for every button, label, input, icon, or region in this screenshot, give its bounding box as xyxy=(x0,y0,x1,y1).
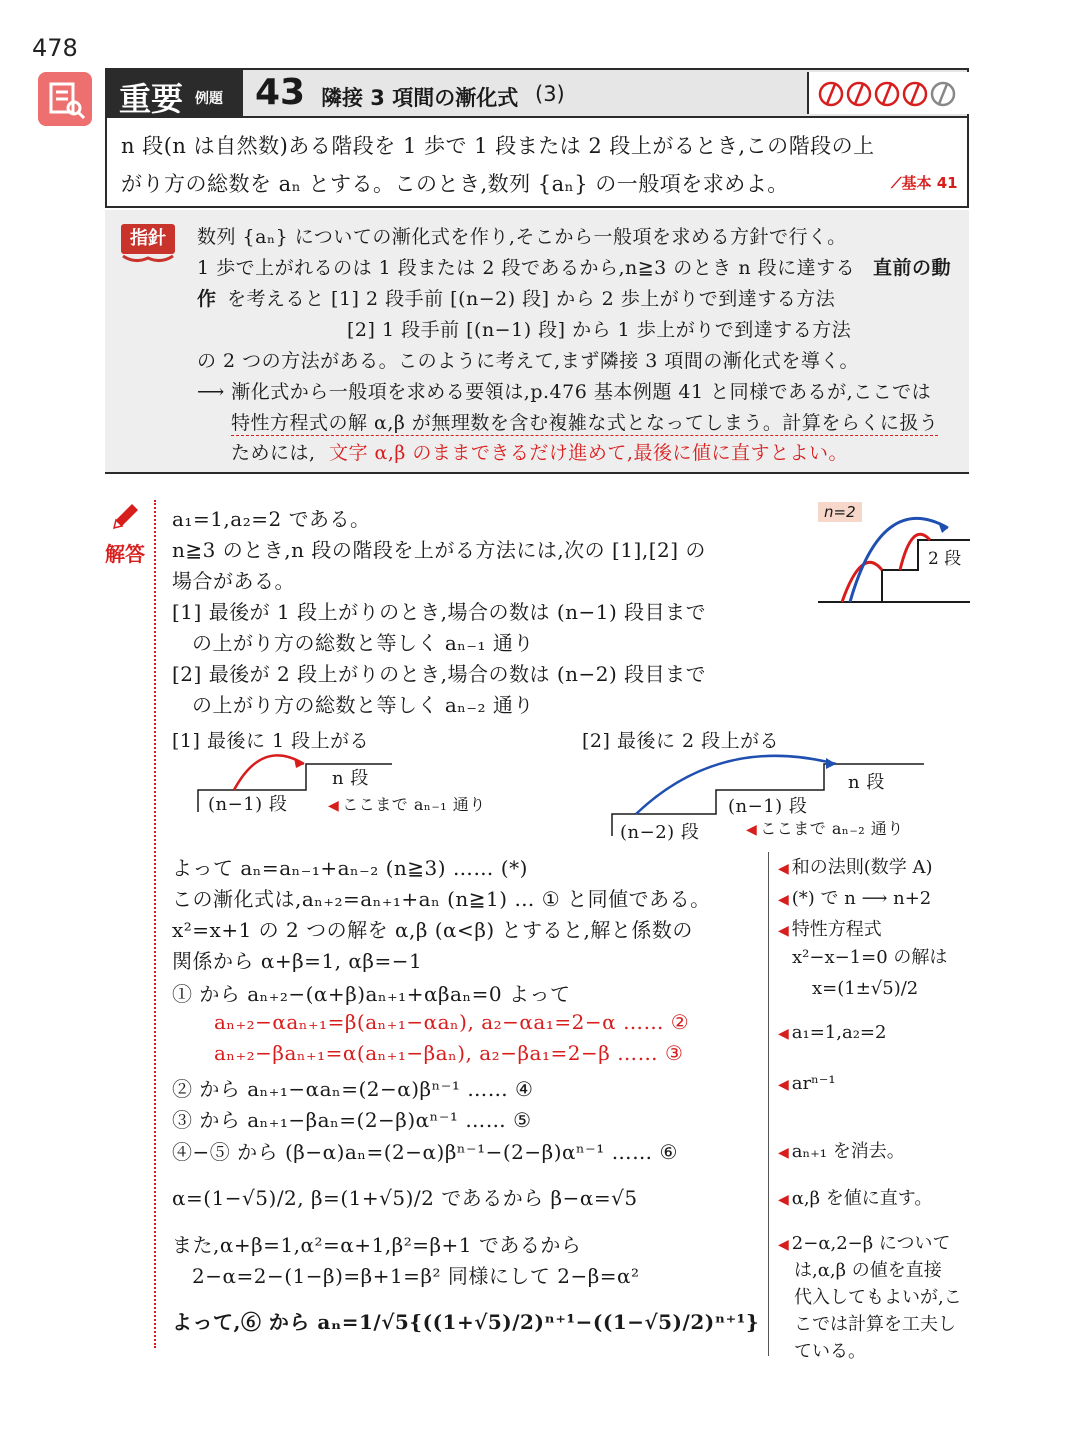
badge-main: 重要 xyxy=(119,80,184,118)
eq-4: 関係から α+β=1, αβ=−1 xyxy=(172,949,423,973)
book-icon xyxy=(121,254,175,266)
badge-sub: 例題 xyxy=(195,91,223,107)
problem-line-1: n 段(n は自然数)ある階段を 1 歩で 1 段または 2 段上がるとき,この階段の上 xyxy=(121,134,875,158)
arrow-left-icon: ◀ xyxy=(746,822,758,838)
note-8 xyxy=(778,1137,905,1163)
note-13: こでは計算を工夫し xyxy=(794,1314,956,1335)
note-6-text: a₁=1,a₂=2 xyxy=(791,1022,887,1043)
figure-case-1 xyxy=(172,724,552,824)
eq-14: よって,⑥ から aₙ=1/√5{((1+√5)/2)ⁿ⁺¹−((1−√5)/2)ⁿ⁺¹} xyxy=(172,1310,760,1334)
guide-label-text: 指針 xyxy=(130,228,166,249)
note-3 xyxy=(778,915,882,941)
answer-line-7: の上がり方の総数と等しく aₙ₋₂ 通り xyxy=(192,693,534,717)
answer-line-1: a₁=1,a₂=2 である。 xyxy=(172,507,371,531)
fig1-n1-label: (n−1) 段 xyxy=(208,794,288,815)
fig1-label: [1] 最後に 1 段上がる xyxy=(172,730,370,752)
arrow-left-icon: ◀ xyxy=(328,798,340,814)
eq-8: ② から aₙ₊₁−αaₙ=(2−α)βⁿ⁻¹ …… ④ xyxy=(172,1077,534,1101)
reference-text: 基本 41 xyxy=(901,174,958,192)
example-number: 43 xyxy=(255,72,306,113)
answer-line-5: の上がり方の総数と等しく aₙ₋₁ 通り xyxy=(192,631,534,655)
arrow-left-icon: ◀ xyxy=(778,1237,789,1253)
eq-3: x²=x+1 の 2 つの解を α,β (α<β) とすると,解と係数の xyxy=(172,918,693,942)
note-9-text: α,β を値に直す。 xyxy=(791,1188,933,1209)
note-10-text: 2−α,2−β について xyxy=(791,1233,951,1254)
page-number: 478 xyxy=(32,34,78,62)
note-1 xyxy=(778,853,933,879)
reference-slash-icon: ⟋ xyxy=(891,174,902,192)
eq-13: 2−α=2−(1−β)=β+1=β² 同様にして 2−β=α² xyxy=(192,1264,640,1288)
arrow-left-icon: ◀ xyxy=(778,1077,789,1093)
bookmark-icon[interactable] xyxy=(38,72,92,126)
eq-5: ① から aₙ₊₂−(α+β)aₙ₊₁+αβaₙ=0 よって xyxy=(172,982,571,1006)
example-header xyxy=(105,68,969,118)
eq-2: この漸化式は,aₙ₊₂=aₙ₊₁+aₙ (n≧1) … ① と同値である。 xyxy=(172,887,711,911)
example-title-paren: (3) xyxy=(535,82,565,106)
stairs-figure-n2 xyxy=(812,500,972,610)
guide-label xyxy=(121,224,175,254)
importance-badge xyxy=(107,70,243,116)
problem-line-2: がり方の総数を aₙ とする。このとき,数列 {aₙ} の一般項を求めよ。 xyxy=(121,172,789,196)
answer-line-3: 場合がある。 xyxy=(172,569,295,593)
guide-line-5: の 2 つの方法がある。このように考えて,まず隣接 3 項間の漸化式を導く。 xyxy=(197,350,859,372)
fig1-n-label: n 段 xyxy=(332,768,369,789)
note-7-text: arⁿ⁻¹ xyxy=(791,1073,836,1094)
note-10 xyxy=(778,1229,951,1255)
arrow-left-icon: ◀ xyxy=(778,861,789,877)
n2-tag: n=2 xyxy=(818,502,862,522)
eq-11: α=(1−√5)/2, β=(1+√5)/2 であるから β−α=√5 xyxy=(172,1186,638,1210)
arrow-left-icon: ◀ xyxy=(778,1192,789,1208)
guide-line-2a: 1 歩で上がれるのは 1 段または 2 段であるから,n≧3 のとき n 段に達する xyxy=(197,257,856,279)
difficulty-rating xyxy=(807,72,969,114)
note-1-text: 和の法則(数学 A) xyxy=(791,857,933,878)
guide-line-8a: ためには, xyxy=(231,442,316,464)
fig2-note-text: ここまで aₙ₋₂ 通り xyxy=(760,819,904,838)
fig1-note-text: ここまで aₙ₋₁ 通り xyxy=(342,795,486,814)
guide-line-7: 特性方程式の解 α,β が無理数を含む複雑な式となってしまう。計算をらくに扱う xyxy=(231,408,938,436)
fig2-label: [2] 最後に 2 段上がる xyxy=(582,730,780,752)
note-9 xyxy=(778,1184,932,1210)
note-12: 代入してもよいが,こ xyxy=(794,1287,962,1308)
answer-line-4: [1] 最後が 1 段上がりのとき,場合の数は (n−1) 段目まで xyxy=(172,600,707,624)
eq-6: aₙ₊₂−αaₙ₊₁=β(aₙ₊₁−αaₙ), a₂−αa₁=2−α …… ② xyxy=(214,1010,690,1034)
n2-step-label: 2 段 xyxy=(928,549,962,569)
eq-1: よって aₙ=aₙ₋₁+aₙ₋₂ (n≧3) …… (*) xyxy=(172,856,528,880)
eq-10: ④−⑤ から (β−α)aₙ=(2−α)βⁿ⁻¹−(2−β)αⁿ⁻¹ …… ⑥ xyxy=(172,1140,678,1164)
note-3-text: 特性方程式 xyxy=(791,919,882,940)
fig2-n2-label: (n−2) 段 xyxy=(620,822,700,843)
arrow-left-icon: ◀ xyxy=(778,923,789,939)
guide-line-3a: 作 xyxy=(197,288,217,310)
problem-box xyxy=(105,118,969,208)
guide-line-1: 数列 {aₙ} についての漸化式を作り,そこから一般項を求める方針で行く。 xyxy=(197,226,847,248)
note-8-text: aₙ₊₁ を消去。 xyxy=(791,1141,905,1162)
guide-line-8b: 文字 α,β のままできるだけ進めて,最後に値に直すとよい。 xyxy=(329,442,848,464)
guide-line-4: [2] 1 段手前 [(n−1) 段] から 1 歩上がりで到達する方法 xyxy=(347,319,852,341)
note-2-text: (*) で n ⟶ n+2 xyxy=(791,888,932,909)
fig1-note xyxy=(328,792,486,815)
note-2 xyxy=(778,884,931,910)
note-4: x²−x−1=0 の解は xyxy=(792,947,948,968)
answer-label-text: 解答 xyxy=(105,542,145,566)
answer-label xyxy=(100,500,150,567)
pencil-icon xyxy=(108,500,142,534)
answer-line-6: [2] 最後が 2 段上がりのとき,場合の数は (n−2) 段目まで xyxy=(172,662,707,686)
notes-divider xyxy=(768,852,769,1356)
arrow-left-icon: ◀ xyxy=(778,892,789,908)
fig2-n-label: n 段 xyxy=(848,772,885,793)
note-5: x=(1±√5)/2 xyxy=(812,978,919,999)
note-6 xyxy=(778,1022,886,1043)
reference-link[interactable] xyxy=(891,172,958,193)
guide-line-6: ⟶ 漸化式から一般項を求める要領は,p.476 基本例題 41 と同様であるが,ここでは xyxy=(197,381,932,403)
eq-12: また,α+β=1,α²=α+1,β²=β+1 であるから xyxy=(172,1233,582,1257)
note-7 xyxy=(778,1073,836,1094)
eq-9: ③ から aₙ₊₁−βaₙ=(2−β)αⁿ⁻¹ …… ⑤ xyxy=(172,1108,532,1132)
note-14: ている。 xyxy=(794,1341,866,1362)
guide-line-2b: 直前の動 xyxy=(873,257,952,279)
figure-case-2 xyxy=(580,724,960,844)
answer-line-2: n≧3 のとき,n 段の階段を上がる方法には,次の [1],[2] の xyxy=(172,538,706,562)
answer-dotted-rule xyxy=(154,500,156,1348)
note-11: は,α,β の値を直接 xyxy=(794,1260,942,1281)
fig2-note xyxy=(746,816,904,839)
guide-line-3b: を考えると [1] 2 段手前 [(n−2) 段] から 2 歩上がりで到達する方法 xyxy=(227,288,836,310)
arrow-left-icon: ◀ xyxy=(778,1145,789,1161)
guide-box xyxy=(105,210,969,474)
arrow-left-icon: ◀ xyxy=(778,1026,789,1042)
eq-7: aₙ₊₂−βaₙ₊₁=α(aₙ₊₁−βaₙ), a₂−βa₁=2−β …… ③ xyxy=(214,1041,684,1065)
example-title: 隣接 3 項間の漸化式 xyxy=(321,86,519,110)
fig2-n1-label: (n−1) 段 xyxy=(728,796,808,817)
